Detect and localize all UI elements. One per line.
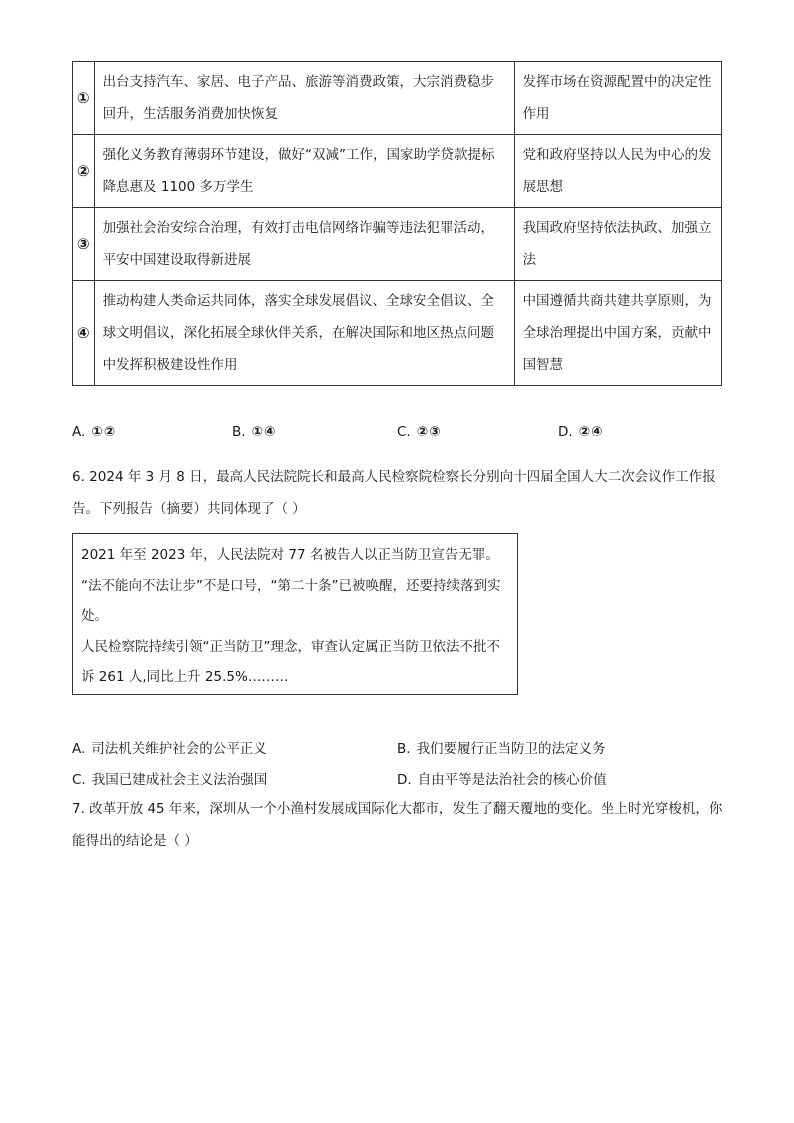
- q5-options: [72, 424, 732, 446]
- option-a[interactable]: A. 司法机关维护社会的公平正义: [72, 741, 267, 757]
- q6-options-row1: [72, 737, 732, 759]
- q6-stem: 6. 2024 年 3 月 8 日，最高人民法院院长和最高人民检察院检察长分别向十四届全国人大二次会议作工作报告。下列报告（摘要）共同体现了（ ）: [72, 469, 716, 517]
- row-number: ④: [73, 281, 95, 386]
- option-c[interactable]: C. ②③: [397, 424, 442, 440]
- row-number: ③: [73, 208, 95, 281]
- measure-text: 推动构建人类命运共同体，落实全球发展倡议、全球安全倡议、全球文明倡议，深化拓展全球伙伴关系，在解决国际和地区热点问题中发挥积极建设性作用: [94, 281, 514, 386]
- theory-text: 发挥市场在资源配置中的决定性作用: [514, 62, 721, 135]
- q6-material-box: [72, 533, 518, 695]
- q6-options-row2: [72, 768, 732, 790]
- theory-text: 中国遵循共商共建共享原则，为全球治理提出中国方案，贡献中国智慧: [514, 281, 721, 386]
- table-row: [73, 281, 722, 386]
- option-a[interactable]: A. ①②: [72, 424, 117, 440]
- option-d[interactable]: D. ②④: [558, 424, 604, 440]
- option-d[interactable]: D. 自由平等是法治社会的核心价值: [397, 772, 607, 788]
- option-b[interactable]: B. 我们要履行正当防卫的法定义务: [397, 741, 606, 757]
- row-number: ②: [73, 135, 95, 208]
- option-c[interactable]: C. 我国已建成社会主义法治强国: [72, 772, 268, 788]
- option-b[interactable]: B. ①④: [232, 424, 277, 440]
- table-row: [73, 135, 722, 208]
- row-number: ①: [73, 62, 95, 135]
- material-line: 人民检察院持续引领“正当防卫”理念，审查认定属正当防卫依法不批不诉 261 人,同比上升 25.5%………: [81, 638, 500, 685]
- table-row: [73, 62, 722, 135]
- measure-text: 强化义务教育薄弱环节建设，做好“双减”工作，国家助学贷款提标降息惠及 1100 多万学生: [94, 135, 514, 208]
- theory-text: 我国政府坚持依法执政、加强立法: [514, 208, 721, 281]
- q5-table: [72, 61, 722, 386]
- measure-text: 出台支持汽车、家居、电子产品、旅游等消费政策，大宗消费稳步回升，生活服务消费加快恢复: [94, 62, 514, 135]
- material-line: “法不能向不法让步”不是口号，“第二十条”已被唤醒，还要持续落到实处。: [81, 577, 501, 624]
- theory-text: 党和政府坚持以人民为中心的发展思想: [514, 135, 721, 208]
- material-line: 2021 年至 2023 年，人民法院对 77 名被告人以正当防卫宣告无罪。: [81, 547, 499, 563]
- measure-text: 加强社会治安综合治理，有效打击电信网络诈骗等违法犯罪活动，平安中国建设取得新进展: [94, 208, 514, 281]
- table-row: [73, 208, 722, 281]
- q7-stem: 7. 改革开放 45 年来，深圳从一个小渔村发展成国际化大都市，发生了翻天覆地的变化。坐上时光穿梭机，你能得出的结论是（ ）: [72, 801, 723, 849]
